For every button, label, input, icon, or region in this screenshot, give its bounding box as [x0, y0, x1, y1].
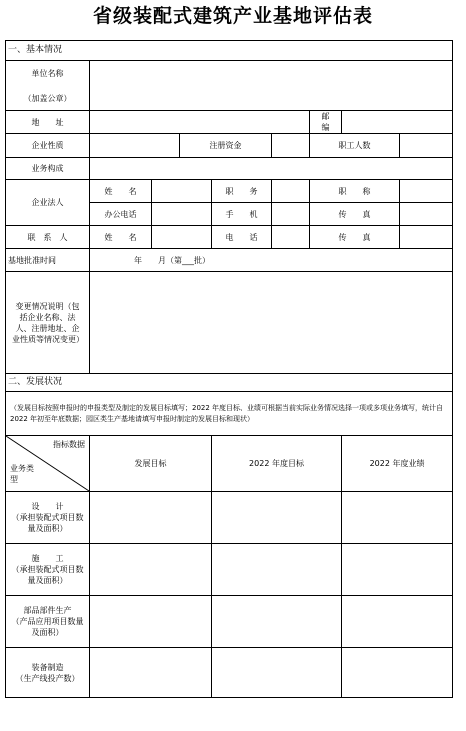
business-field[interactable] [90, 158, 453, 180]
construction-target-field[interactable] [90, 544, 212, 596]
contact-fax-label: 传 真 [310, 226, 400, 249]
nature-field[interactable] [90, 134, 180, 158]
section-basic-heading: 一、基本情况 [6, 41, 453, 61]
contact-name-label: 姓 名 [90, 226, 152, 249]
legal-rep-position-field[interactable] [272, 180, 310, 203]
construction-2022-performance-field[interactable] [342, 544, 453, 596]
row-label-design: 设 计 （承担装配式项目数量及面积） [6, 492, 90, 544]
equipment-2022-target-field[interactable] [212, 648, 342, 698]
section-development-note: （发展目标按照申报时的申报类型及制定的发展目标填写；2022 年度目标、业绩可根据当前实际业务情况选择一项或多项业务填写，统计自 2022 年初至年底数据；园区类生产基地请填写申报时制定的发展目标和现状） [6, 392, 453, 436]
page-title: 省级装配式建筑产业基地评估表 [92, 5, 373, 27]
design-2022-target-field[interactable] [212, 492, 342, 544]
unit-name-field[interactable] [90, 61, 453, 111]
postcode-label: 邮 编 [310, 111, 342, 134]
legal-rep-label: 企业法人 [6, 180, 90, 226]
row-label-equipment: 装备制造 （生产线投产数） [6, 648, 90, 698]
employees-label: 职工人数 [310, 134, 400, 158]
address-field[interactable] [90, 111, 310, 134]
office-phone-field[interactable] [152, 203, 212, 226]
legal-rep-title-label: 职 称 [310, 180, 400, 203]
equipment-target-field[interactable] [90, 648, 212, 698]
change-label: 变更情况说明（包括企业名称、法人、注册地址、企业性质等情况变更） [6, 272, 90, 374]
postcode-field[interactable] [342, 111, 453, 134]
row-label-construction: 施 工 （承担装配式项目数量及面积） [6, 544, 90, 596]
legal-rep-title-field[interactable] [400, 180, 453, 203]
row-label-components: 部品部件生产 （产品应用项目数量及面积） [6, 596, 90, 648]
contact-phone-field[interactable] [272, 226, 310, 249]
diagonal-bottom-label: 业务类型 [10, 464, 34, 484]
section-development-heading: 二、发展状况 [6, 374, 453, 392]
unit-name-label: 单位名称 （加盖公章） [6, 61, 90, 111]
business-label: 业务构成 [6, 158, 90, 180]
contact-phone-label: 电 话 [212, 226, 272, 249]
legal-rep-fax-label: 传 真 [310, 203, 400, 226]
address-label: 地 址 [6, 111, 90, 134]
components-target-field[interactable] [90, 596, 212, 648]
mobile-label: 手 机 [212, 203, 272, 226]
design-2022-performance-field[interactable] [342, 492, 453, 544]
legal-rep-fax-field[interactable] [400, 203, 453, 226]
capital-field[interactable] [272, 134, 310, 158]
employees-field[interactable] [400, 134, 453, 158]
equipment-2022-performance-field[interactable] [342, 648, 453, 698]
components-2022-target-field[interactable] [212, 596, 342, 648]
contact-fax-field[interactable] [400, 226, 453, 249]
contact-name-field[interactable] [152, 226, 212, 249]
col-header-2022-performance: 2022 年度业绩 [342, 436, 453, 492]
diagonal-top-label: 指标数据 [53, 440, 85, 449]
col-header-2022-target: 2022 年度目标 [212, 436, 342, 492]
construction-2022-target-field[interactable] [212, 544, 342, 596]
assessment-form [5, 40, 453, 698]
legal-rep-position-label: 职 务 [212, 180, 272, 203]
contact-label: 联 系 人 [6, 226, 90, 249]
mobile-field[interactable] [272, 203, 310, 226]
change-field[interactable] [90, 272, 453, 374]
capital-label: 注册资金 [180, 134, 272, 158]
legal-rep-name-field[interactable] [152, 180, 212, 203]
diagonal-header-cell [6, 436, 90, 492]
nature-label: 企业性质 [6, 134, 90, 158]
design-target-field[interactable] [90, 492, 212, 544]
components-2022-performance-field[interactable] [342, 596, 453, 648]
col-header-target: 发展目标 [90, 436, 212, 492]
approval-label: 基地批准时间 [6, 249, 90, 272]
legal-rep-name-label: 姓 名 [90, 180, 152, 203]
approval-field[interactable]: 年 月（第___批） [90, 249, 453, 272]
office-phone-label: 办公电话 [90, 203, 152, 226]
